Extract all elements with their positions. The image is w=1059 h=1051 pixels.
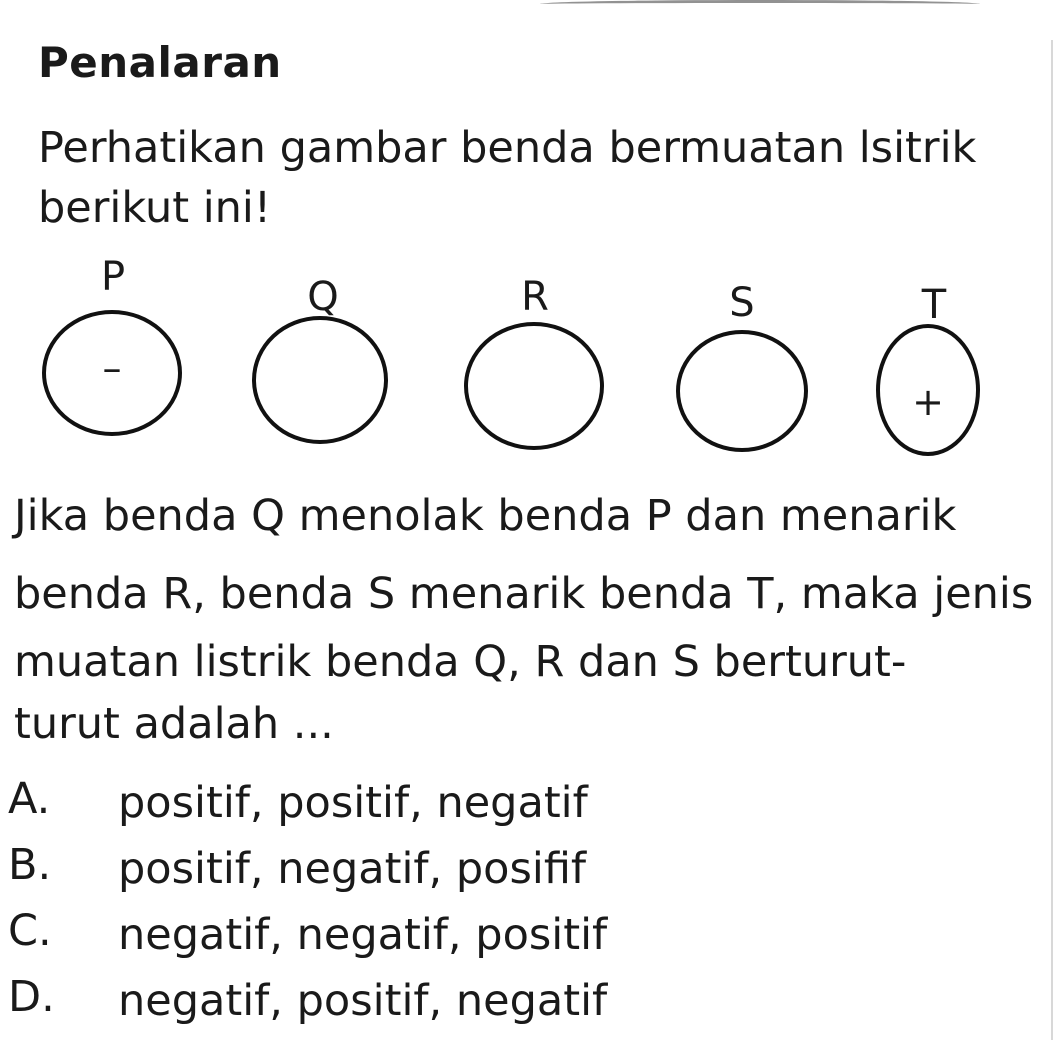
charged-ball-r [464, 322, 604, 450]
scan-edge-line [1051, 40, 1053, 1040]
object-label-s: S [729, 280, 755, 326]
intro-line-1: Perhatikan gambar benda bermuatan lsitrik [38, 123, 977, 173]
object-label-t: T [921, 282, 947, 328]
question-line-2: benda R, benda S menarik benda T, maka jenis [14, 569, 1034, 619]
charged-ball-q [252, 316, 388, 444]
object-label-p: P [100, 254, 126, 300]
question-line-4: turut adalah ... [14, 699, 334, 749]
charged-ball-s [676, 330, 808, 452]
option-letter: D. [8, 972, 55, 1022]
question-line-3: muatan listrik benda Q, R dan S berturut- [14, 637, 907, 687]
negative-sign: – [102, 346, 122, 391]
positive-sign: + [912, 380, 944, 425]
charged-ball-p [42, 310, 182, 436]
scan-edge-mark [540, 0, 980, 8]
option-text: positif, positif, negatif [118, 778, 588, 828]
charged-ball-t [876, 324, 980, 456]
section-title: Penalaran [38, 38, 282, 87]
option-letter: C. [8, 906, 52, 956]
object-label-r: R [521, 274, 549, 320]
option-text: positif, negatif, posifif [118, 844, 587, 894]
intro-line-2: berikut ini! [38, 183, 272, 233]
option-text: negatif, negatif, positif [118, 910, 608, 960]
option-letter: A. [8, 774, 51, 824]
charged-objects-figure [0, 240, 1059, 480]
option-text: negatif, positif, negatif [118, 976, 608, 1026]
object-label-q: Q [307, 274, 339, 320]
question-line-1: Jika benda Q menolak benda P dan menarik [14, 491, 957, 541]
option-letter: B. [8, 840, 52, 890]
